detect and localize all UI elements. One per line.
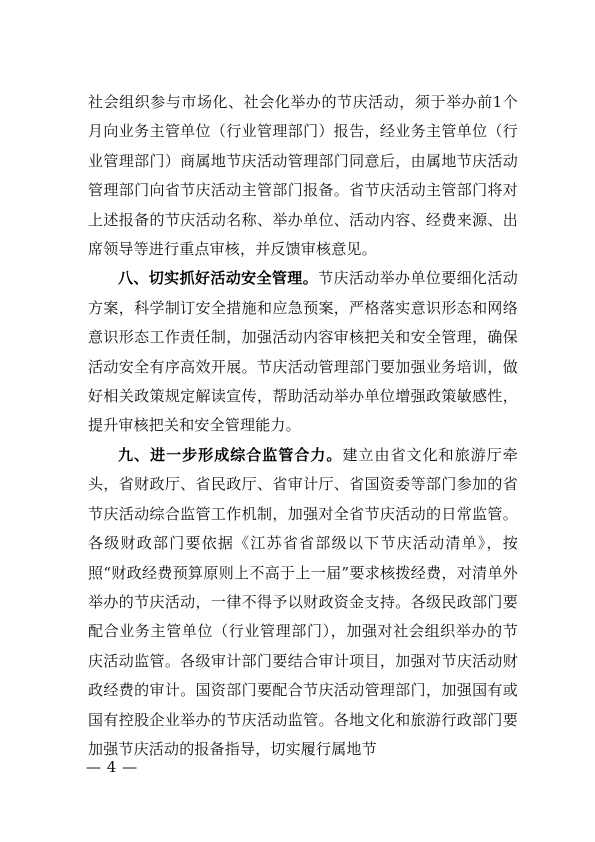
- paragraph-text: 社会组织参与市场化、社会化举办的节庆活动，须于举办前1个月向业务主管单位（行业管理部门）报告，经业务主管单位（行业管理部门）商属地节庆活动管理部门同意后，由属地节庆活动管理部门向省节庆活动主管部门报备。省节庆活动主管部门将对上述报备的节庆活动名称、举办单位、活动内容、经费来源、出席领导等进行重点审核，并反馈审核意见。: [88, 93, 518, 259]
- paragraph-continuation: [88, 88, 518, 264]
- section-heading-9: 九、进一步形成综合监管合力。: [118, 445, 343, 464]
- document-body: [88, 88, 518, 764]
- paragraph-text: 节庆活动举办单位要细化活动方案，科学制订安全措施和应急预案，严格落实意识形态和网络意识形态工作责任制，加强活动内容审核把关和安全管理，确保活动安全有序高效开展。节庆活动管理部门要加强业务培训，做好相关政策规定解读宣传，帮助活动举办单位增强政策敏感性，提升审核把关和安全管理能力。: [88, 269, 518, 435]
- paragraph-section-9: [88, 441, 518, 764]
- paragraph-section-8: [88, 264, 518, 440]
- page-number: — 4 —: [86, 758, 138, 776]
- paragraph-text: 建立由省文化和旅游厅牵头，省财政厅、省民政厅、省审计厅、省国资委等部门参加的省节庆活动综合监管工作机制，加强对全省节庆活动的日常监管。各级财政部门要依据《江苏省省部级以下节庆活动清单》，按照“财政经费预算原则上不高于上一届”要求核拨经费，对清单外举办的节庆活动，一律不得予以财政资金支持。各级民政部门要配合业务主管单位（行业管理部门），加强对社会组织举办的节庆活动监管。各级审计部门要结合审计项目，加强对节庆活动财政经费的审计。国资部门要配合节庆活动管理部门，加强国有或国有控股企业举办的节庆活动监管。各地文化和旅游行政部门要加强节庆活动的报备指导，切实履行属地节: [88, 445, 518, 758]
- section-heading-8: 八、切实抓好活动安全管理。: [118, 269, 319, 288]
